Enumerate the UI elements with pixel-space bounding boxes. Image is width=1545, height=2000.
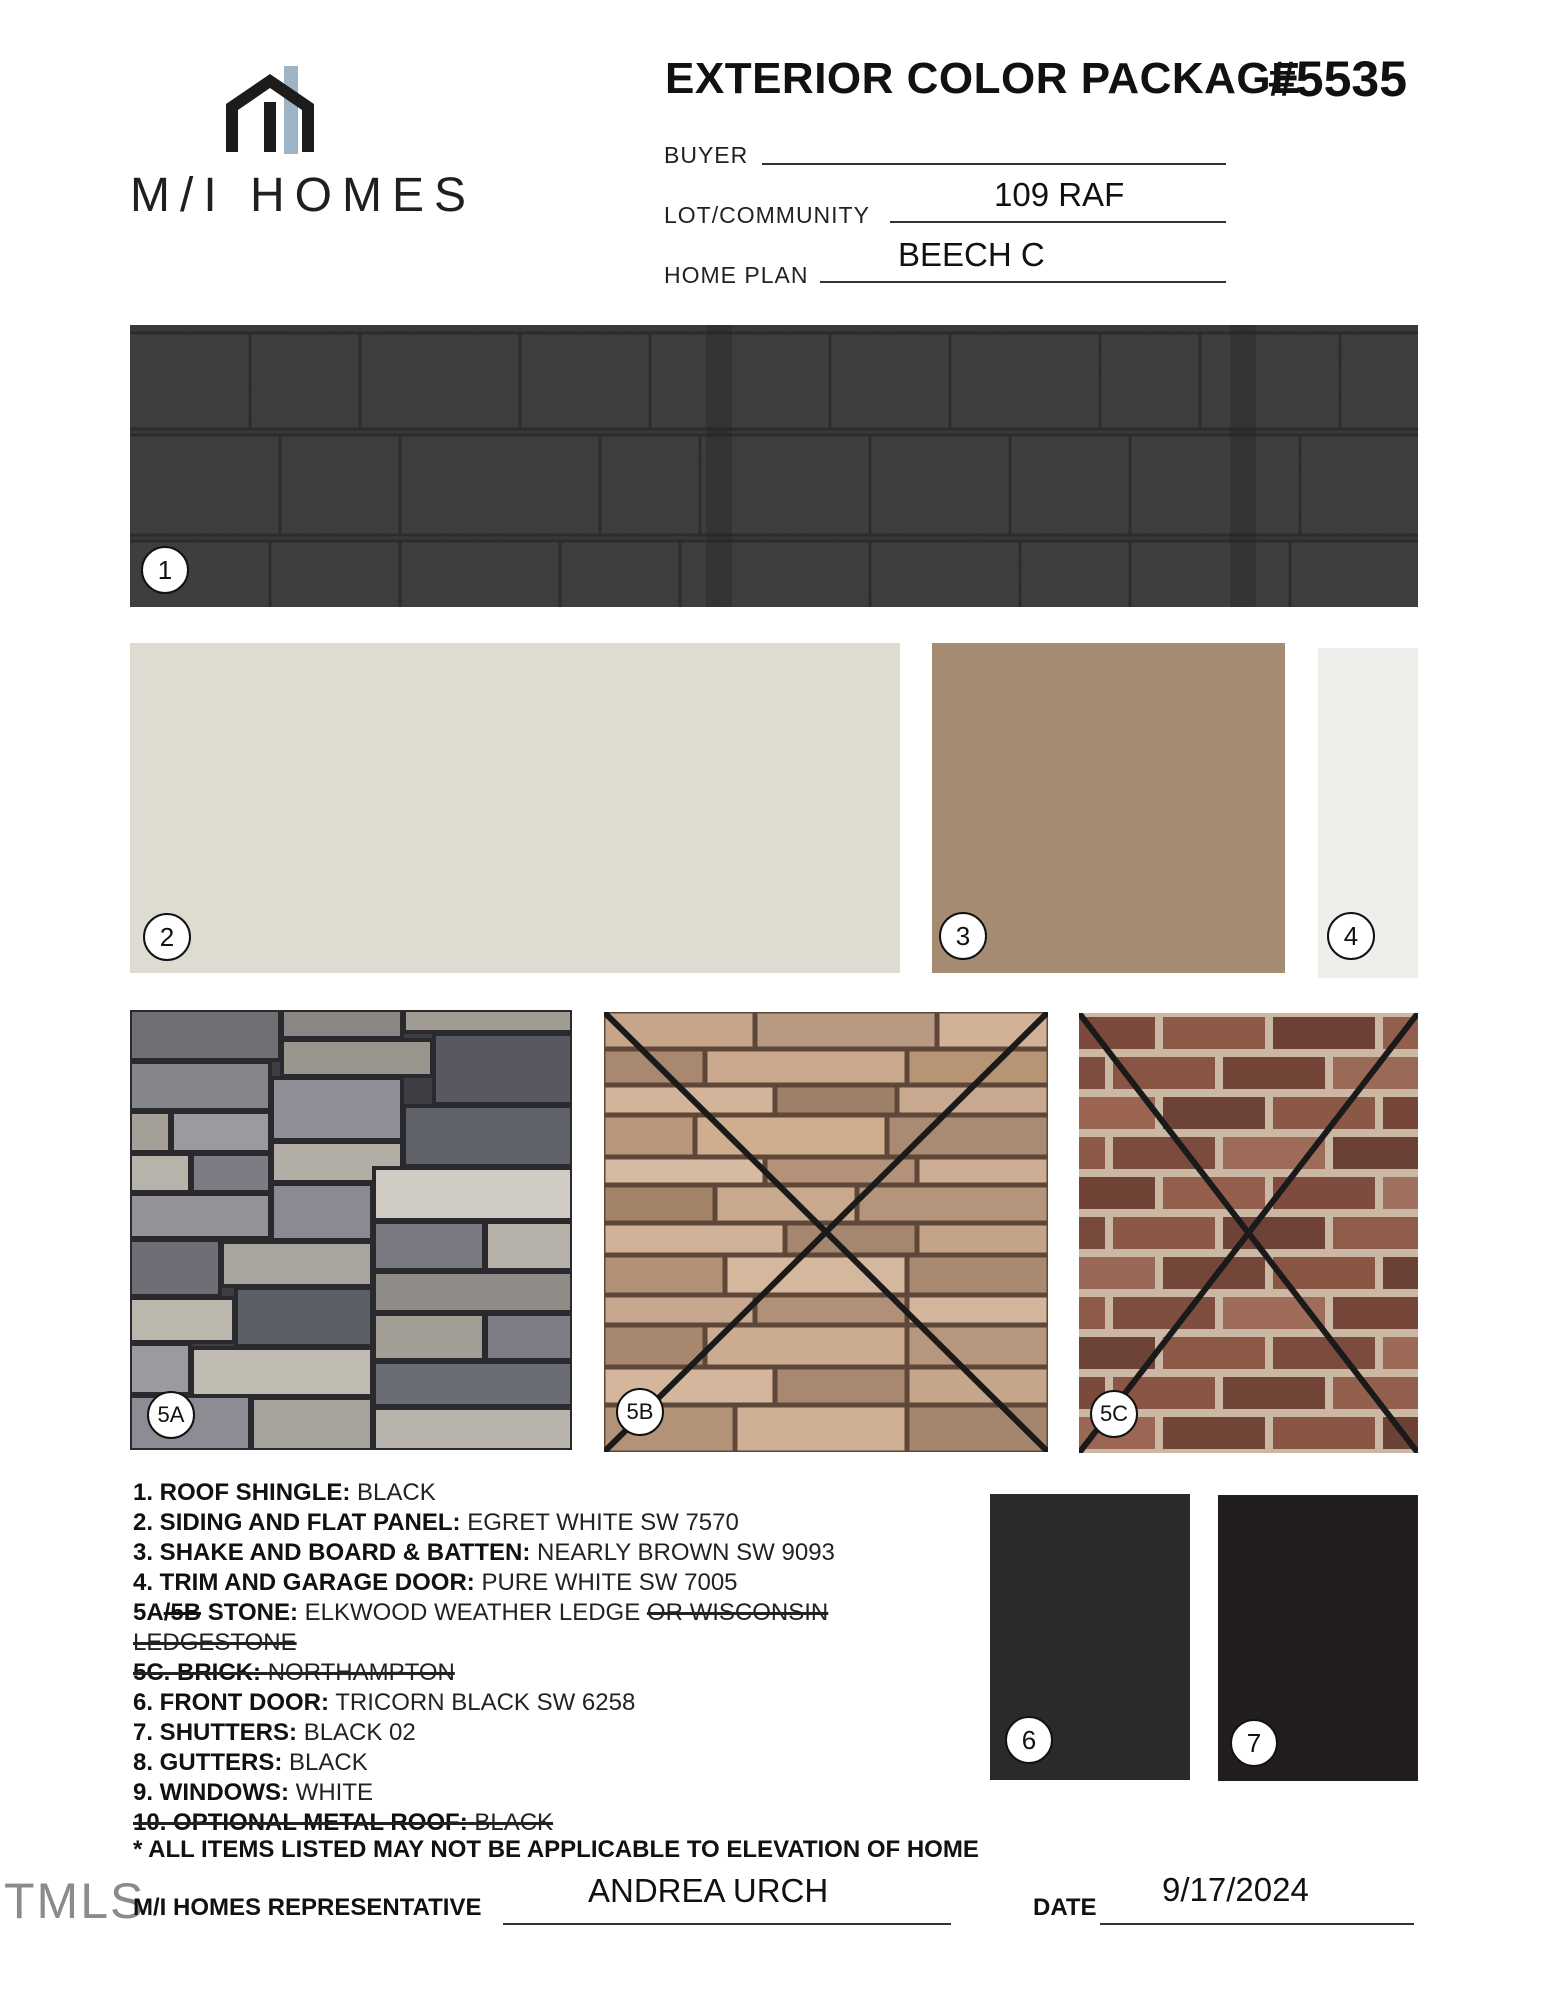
shutters-swatch	[1218, 1495, 1418, 1781]
legend-item-9: 9. WINDOWS: WHITE	[133, 1779, 373, 1806]
badge-1: 1	[141, 546, 189, 594]
mls-watermark: TMLS	[4, 1873, 146, 1929]
date-line	[1100, 1923, 1414, 1925]
legend-item-8: 8. GUTTERS: BLACK	[133, 1749, 368, 1776]
badge-5b: 5B	[616, 1388, 664, 1436]
badge-5a: 5A	[147, 1391, 195, 1439]
legend-item-7: 7. SHUTTERS: BLACK 02	[133, 1719, 416, 1746]
legend-item-6: 6. FRONT DOOR: TRICORN BLACK SW 6258	[133, 1689, 636, 1716]
legend-item-10: 10. OPTIONAL METAL ROOF: BLACK	[133, 1809, 554, 1836]
lot-label: LOT/COMMUNITY	[664, 202, 870, 228]
siding-swatch	[130, 643, 900, 973]
shingle-texture	[130, 325, 1418, 607]
house-logo-icon	[222, 64, 332, 156]
brand-name: M/I HOMES	[130, 169, 477, 222]
rep-line	[503, 1923, 951, 1925]
front-door-swatch	[990, 1494, 1190, 1780]
lot-line	[890, 221, 1226, 223]
rep-value: ANDREA URCH	[588, 1872, 829, 1909]
color-legend	[133, 1478, 1013, 1838]
stone-5a-swatch	[130, 1010, 572, 1450]
lot-value: 109 RAF	[994, 176, 1125, 213]
badge-3: 3	[939, 912, 987, 960]
badge-2: 2	[143, 913, 191, 961]
trim-swatch	[1318, 648, 1418, 978]
stacked-stone-texture	[604, 1012, 1048, 1452]
brick-texture	[1079, 1013, 1418, 1453]
shake-swatch	[932, 643, 1285, 973]
legend-item-5c: 5C. BRICK: NORTHAMPTON	[133, 1659, 455, 1686]
roof-shingle-swatch	[130, 325, 1418, 607]
rep-label: M/I HOMES REPRESENTATIVE	[133, 1894, 482, 1921]
legend-item-4: 4. TRIM AND GARAGE DOOR: PURE WHITE SW 7005	[133, 1569, 738, 1596]
plan-line	[820, 281, 1226, 283]
date-value: 9/17/2024	[1162, 1871, 1309, 1908]
plan-label: HOME PLAN	[664, 262, 809, 288]
stone-5b-swatch	[604, 1012, 1048, 1452]
badge-6: 6	[1005, 1716, 1053, 1764]
legend-item-2: 2. SIDING AND FLAT PANEL: EGRET WHITE SW 7570	[133, 1509, 739, 1536]
badge-5c: 5C	[1090, 1390, 1138, 1438]
buyer-line	[762, 163, 1226, 165]
applicability-note: * ALL ITEMS LISTED MAY NOT BE APPLICABLE TO ELEVATION OF HOME	[133, 1836, 979, 1863]
package-number: #5535	[1268, 51, 1408, 107]
plan-value: BEECH C	[898, 236, 1045, 273]
legend-item-5: 5A/5B STONE: ELKWOOD WEATHER LEDGE OR WISCONSIN	[133, 1599, 829, 1626]
date-label: DATE	[1033, 1894, 1097, 1921]
badge-4: 4	[1327, 912, 1375, 960]
stone-texture	[130, 1010, 572, 1450]
buyer-label: BUYER	[664, 142, 749, 168]
badge-7: 7	[1230, 1719, 1278, 1767]
legend-item-5-cont: LEDGESTONE	[133, 1629, 297, 1656]
company-logo	[222, 64, 332, 156]
page-title: EXTERIOR COLOR PACKAGE	[665, 54, 1302, 103]
legend-item-3: 3. SHAKE AND BOARD & BATTEN: NEARLY BROWN SW 9093	[133, 1539, 835, 1566]
brick-5c-swatch	[1079, 1013, 1418, 1453]
legend-item-1: 1. ROOF SHINGLE: BLACK	[133, 1479, 436, 1506]
